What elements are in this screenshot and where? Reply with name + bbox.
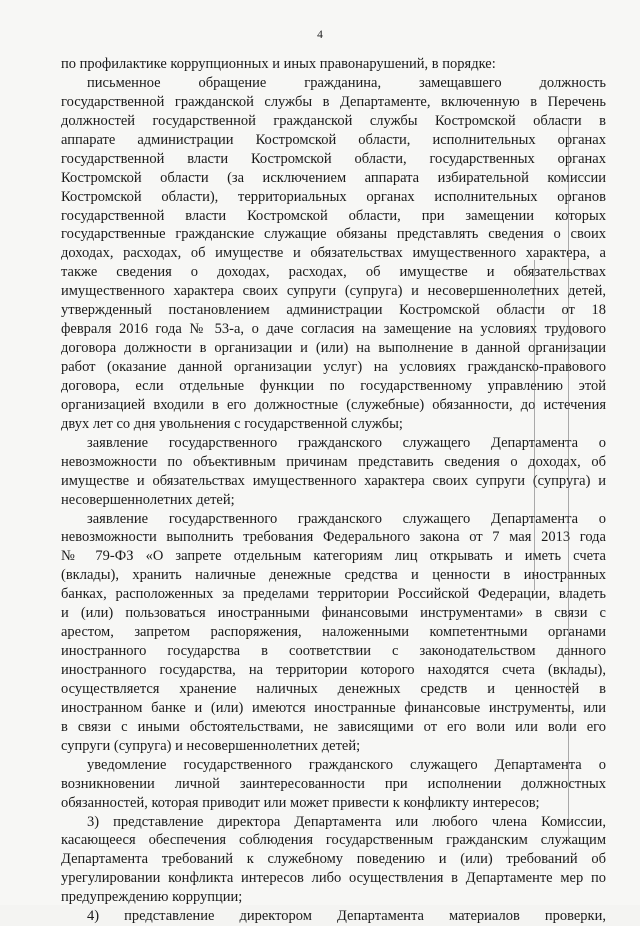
text-line: двух лет со дня увольнения с государственной службы; xyxy=(61,415,403,432)
text-line: Костромской области), территориальных органах исполнительных органов xyxy=(61,188,606,205)
text-line: в связи с иными обстоятельствами, не зависящими от его воли или воли его xyxy=(61,718,606,735)
scan-streak xyxy=(568,120,569,840)
text-line: аппарате администрации Костромской области, исполнительных органах xyxy=(61,131,606,148)
text-line: возникновении личной заинтересованности при исполнении должностных xyxy=(61,775,606,792)
text-line: работ (оказание данной организации услуг) на условиях гражданско-правового xyxy=(61,359,606,375)
text-line: февраля 2016 года № 53-а, о даче согласия на замещение на условиях трудового xyxy=(61,321,606,338)
text-line: заявление государственного гражданского служащего Департамента о xyxy=(87,510,606,527)
text-line: 3) представление директора Департамента или любого члена Комиссии, xyxy=(87,813,606,830)
text-line: несовершеннолетних детей; xyxy=(61,491,235,508)
text-line: 4) представление директором Департамента материалов проверки, xyxy=(87,908,606,925)
page-number: 4 xyxy=(317,29,323,41)
text-line: касающееся обеспечения соблюдения государственным гражданским служащим xyxy=(61,832,606,849)
text-line: супруги (супруга) и несовершеннолетних детей; xyxy=(61,737,361,754)
text-line: должностей государственной гражданской службы Костромской области в xyxy=(61,112,606,129)
text-line: государственной власти Костромской области, государственных органах xyxy=(61,150,606,167)
text-line: невозможности по объективным причинам представить сведения о доходах, об xyxy=(61,453,606,470)
text-line: имуществе и обязательствах имущественного характера своих супруги (супруга) и xyxy=(61,472,606,489)
text-line: доходах, расходах, об имуществе и обязательствах имущественного характера, а xyxy=(61,245,606,262)
text-line: обязанностей, которая приводит или может привести к конфликту интересов; xyxy=(61,794,540,811)
text-line: заявление государственного гражданского служащего Департамента о xyxy=(87,434,606,451)
text-line: иностранного государства, на территории которого находятся счета (вклады), xyxy=(61,662,606,678)
text-line: также сведения о доходах, расходах, об имуществе и обязательствах xyxy=(61,264,606,281)
text-line: Департамента требований к служебному поведению и (или) требований об xyxy=(61,851,606,868)
text-line: организацией входили в его должностные (служебные) обязанности, до истечения xyxy=(61,396,606,413)
text-line: по профилактике коррупционных и иных правонарушений, в порядке: xyxy=(61,56,496,72)
text-line: утвержденный постановлением администрации Костромской области от 18 xyxy=(61,302,606,319)
text-line: государственные гражданские служащие обязаны представлять сведения о своих xyxy=(61,226,606,243)
text-line: иностранного государства в соответствии с законодательством данного xyxy=(61,643,606,660)
text-line: осуществляется хранение наличных денежных средств и ценностей в xyxy=(61,680,606,697)
text-line: и (или) пользоваться иностранными финансовыми инструментами» в связи с xyxy=(61,605,606,622)
text-line: № 79-ФЗ «О запрете отдельным категориям лиц открывать и иметь счета xyxy=(61,548,606,565)
text-line: договора, если отдельные функции по государственному управлению этой xyxy=(61,377,606,394)
text-line: государственной гражданской службы в Департаменте, включенную в Перечень xyxy=(61,93,606,110)
text-line: письменное обращение гражданина, замещавшего должность xyxy=(87,74,606,91)
text-line: невозможности выполнить требования Федерального закона от 7 мая 2013 года xyxy=(61,529,606,546)
text-line: уведомление государственного гражданского служащего Департамента о xyxy=(87,756,606,773)
text-line: предупреждению коррупции; xyxy=(61,889,243,906)
text-line: государственной власти Костромской области, при замещении которых xyxy=(61,207,606,224)
text-line: Костромской области (за исключением аппарата избирательной комиссии xyxy=(61,169,606,186)
scan-streak xyxy=(534,260,535,590)
text-line: арестом, запретом распоряжения, наложенными компетентными органами xyxy=(61,624,606,641)
text-line: имущественного характера своих супруги (супруга) и несовершеннолетних детей, xyxy=(61,283,606,300)
text-line: урегулировании конфликта интересов либо осуществления в Департаменте мер по xyxy=(61,870,606,887)
text-line: (вклады), хранить наличные денежные средства и ценности в иностранных xyxy=(61,567,606,584)
text-line: иностранном банке и (или) имеются иностранные финансовые инструменты, или xyxy=(61,699,606,716)
text-line: банках, расположенных за пределами территории Российской Федерации, владеть xyxy=(61,586,606,603)
text-line: договора должности в организации и (или) на выполнение в данной организации xyxy=(61,340,606,357)
document-body xyxy=(61,55,606,926)
